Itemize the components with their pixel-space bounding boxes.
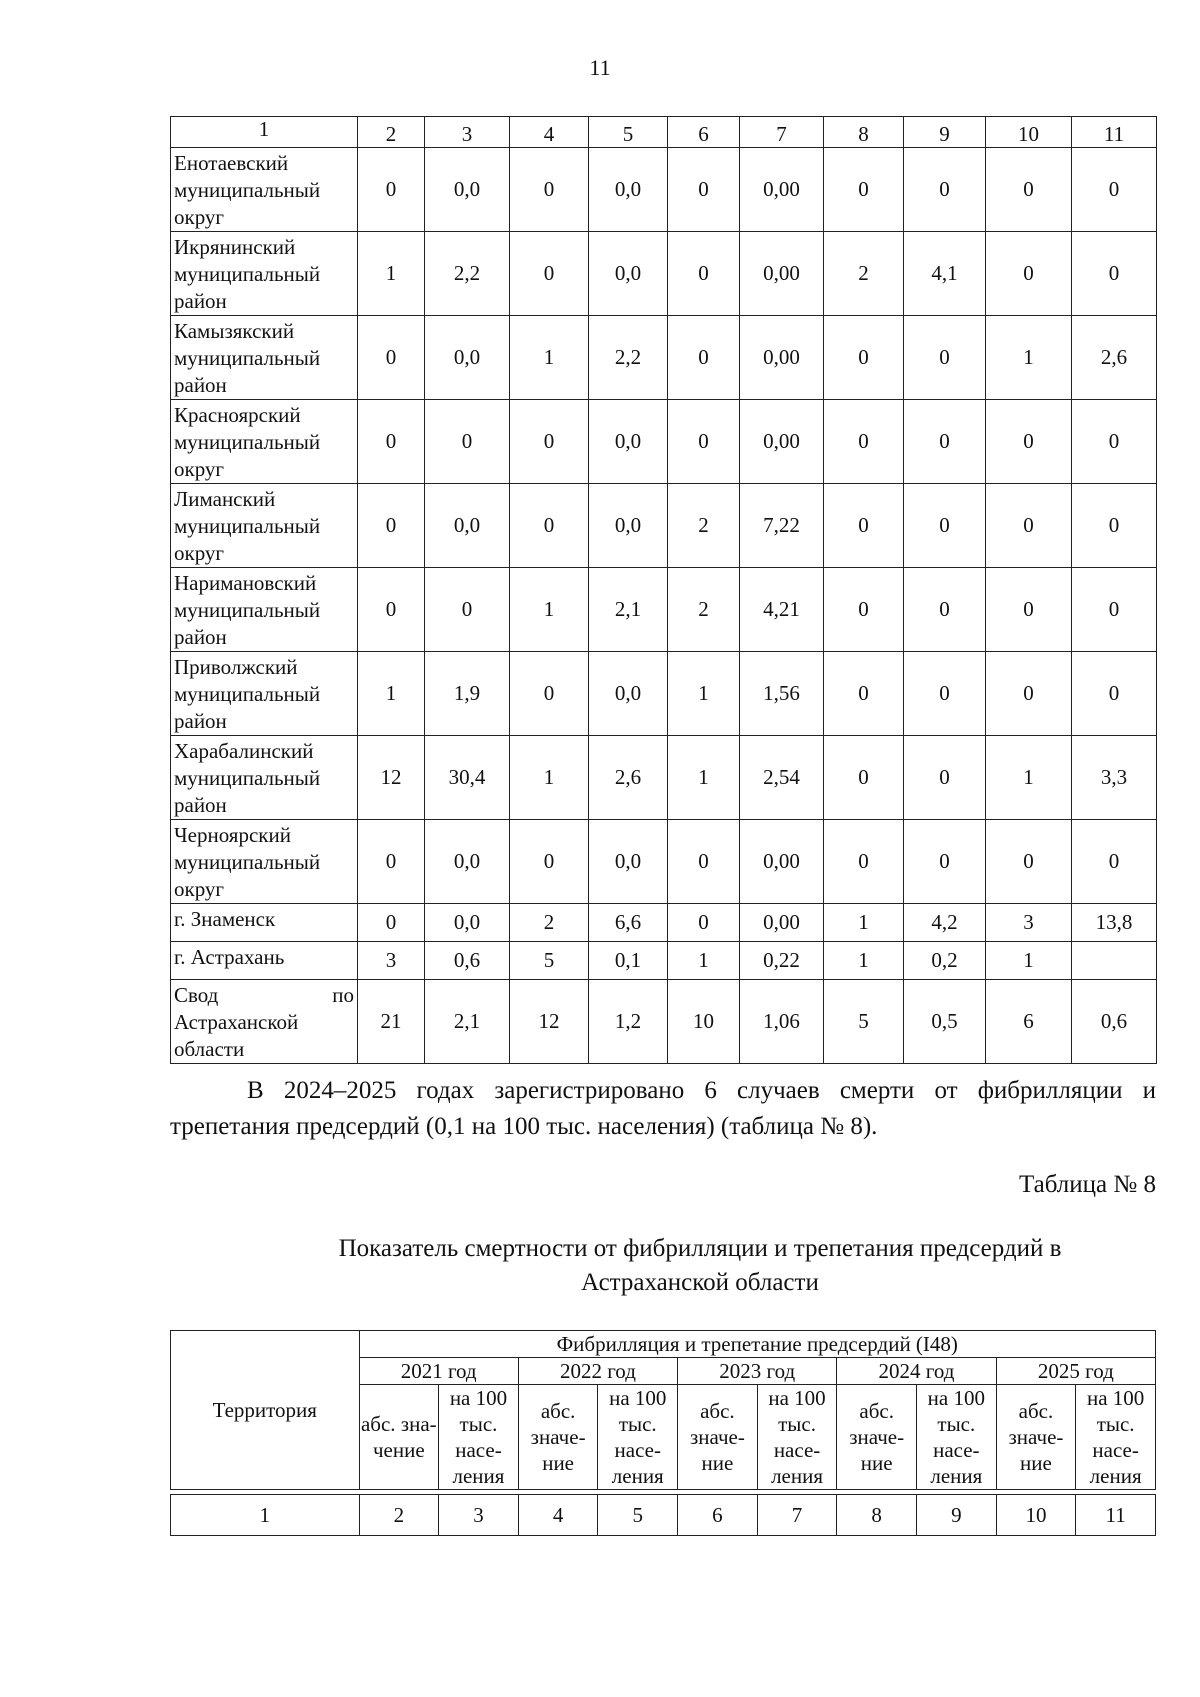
table-cell: 1 <box>668 652 740 736</box>
table-cell: 1 <box>668 942 740 980</box>
year-header: 2024 год <box>837 1358 996 1385</box>
table-cell: 1 <box>668 736 740 820</box>
table-cell: 0,0 <box>589 400 668 484</box>
table-cell: 0 <box>1072 484 1157 568</box>
table-cell: 0,00 <box>740 904 824 942</box>
column-number: 3 <box>425 117 510 148</box>
column-number-row <box>171 1495 1156 1536</box>
territory-name: Красноярский муниципальный округ <box>171 400 358 484</box>
table-cell: 4,2 <box>904 904 986 942</box>
column-number: 10 <box>986 117 1072 148</box>
table-cell: 6,6 <box>589 904 668 942</box>
table-cell: 0 <box>986 148 1072 232</box>
table-cell: 0 <box>824 316 904 400</box>
table-cell: 0 <box>1072 568 1157 652</box>
territory-name: Приволжский муниципальный район <box>171 652 358 736</box>
table-row <box>171 400 1157 484</box>
table-cell: 0 <box>986 400 1072 484</box>
subheader: абс. значе-ние <box>518 1385 598 1490</box>
territory-name: Енотаевский муниципальный округ <box>171 148 358 232</box>
table-cell: 0 <box>904 652 986 736</box>
column-number: 11 <box>1076 1495 1156 1536</box>
territory-name: Харабалинский муниципальный район <box>171 736 358 820</box>
table-row <box>171 904 1157 942</box>
territory-name: г. Знаменск <box>171 904 358 942</box>
table-cell: 1,2 <box>589 980 668 1064</box>
year-header: 2025 год <box>996 1358 1155 1385</box>
subheader: на 100 тыс. насе-ления <box>1076 1385 1156 1490</box>
year-header: 2022 год <box>518 1358 677 1385</box>
table-cell: 3 <box>986 904 1072 942</box>
table-cell: 1,06 <box>740 980 824 1064</box>
table-cell: 13,8 <box>1072 904 1157 942</box>
table-cell: 0 <box>1072 148 1157 232</box>
table-cell: 0 <box>425 400 510 484</box>
table-cell: 2,2 <box>589 316 668 400</box>
page-number: 11 <box>589 55 611 80</box>
territory-name: Камызякский муниципальный район <box>171 316 358 400</box>
year-header: 2021 год <box>359 1358 518 1385</box>
subheader: на 100 тыс. насе-ления <box>439 1385 519 1490</box>
table-cell: 5 <box>824 980 904 1064</box>
table-cell: 0 <box>904 316 986 400</box>
column-number: 9 <box>917 1495 997 1536</box>
table-cell: 10 <box>668 980 740 1064</box>
table-cell: 0,00 <box>740 820 824 904</box>
column-number: 5 <box>589 117 668 148</box>
table-cell: 7,22 <box>740 484 824 568</box>
table-cell: 12 <box>510 980 589 1064</box>
table-cell: 0 <box>824 484 904 568</box>
table-cell: 0,00 <box>740 232 824 316</box>
table-cell: 0 <box>1072 820 1157 904</box>
table-cell: 0 <box>986 568 1072 652</box>
table-cell: 1 <box>358 652 425 736</box>
table-cell: 2 <box>824 232 904 316</box>
territory-name: Черноярский муниципальный округ <box>171 820 358 904</box>
table-cell: 0 <box>668 400 740 484</box>
table-cell: 0 <box>1072 400 1157 484</box>
column-number: 5 <box>598 1495 678 1536</box>
table-cell: 0 <box>986 652 1072 736</box>
table-cell: 1 <box>824 942 904 980</box>
table-cell: 1 <box>510 568 589 652</box>
table-cell: 0,6 <box>425 942 510 980</box>
column-number: 8 <box>824 117 904 148</box>
table-cell: 0 <box>904 820 986 904</box>
table-cell: 0 <box>824 400 904 484</box>
table-cell: 0 <box>986 484 1072 568</box>
table-cell: 1 <box>358 232 425 316</box>
table-row <box>171 942 1157 980</box>
subheader: на 100 тыс. насе-ления <box>917 1385 997 1490</box>
table-cell: 2 <box>668 484 740 568</box>
table-cell: 0 <box>1072 232 1157 316</box>
table-cell: 3,3 <box>1072 736 1157 820</box>
subheader: на 100 тыс. насе-ления <box>757 1385 837 1490</box>
table-cell: 0,00 <box>740 316 824 400</box>
table-row <box>171 484 1157 568</box>
table-cell: 2 <box>668 568 740 652</box>
column-number: 10 <box>996 1495 1076 1536</box>
territory-name: Икрянинский муниципальный район <box>171 232 358 316</box>
table-cell: 0 <box>904 484 986 568</box>
table-cell: 0 <box>668 148 740 232</box>
table-cell: 5 <box>510 942 589 980</box>
column-number: 3 <box>439 1495 519 1536</box>
table-cell: 0,0 <box>589 148 668 232</box>
table-cell: 3 <box>358 942 425 980</box>
table-row <box>171 148 1157 232</box>
table-cell: 1 <box>986 316 1072 400</box>
territory-name: Наримановский муниципальный район <box>171 568 358 652</box>
column-number: 8 <box>837 1495 917 1536</box>
territory-name: г. Астрахань <box>171 942 358 980</box>
column-number: 2 <box>359 1495 439 1536</box>
table-cell: 0 <box>510 820 589 904</box>
table-cell: 0 <box>1072 652 1157 736</box>
table-cell: 2,2 <box>425 232 510 316</box>
year-header: 2023 год <box>678 1358 837 1385</box>
table-cell: 0,0 <box>589 232 668 316</box>
subheader: абс. значе-ние <box>996 1385 1076 1490</box>
column-number: 4 <box>518 1495 598 1536</box>
table-cell: 0,0 <box>425 820 510 904</box>
table-cell: 0 <box>668 316 740 400</box>
table-row <box>171 568 1157 652</box>
table-cell: 0 <box>904 568 986 652</box>
table-row <box>171 652 1157 736</box>
table-cell: 1 <box>824 904 904 942</box>
table-title: Показатель смертности от фибрилляции и трепетания предсердий в Астраханской области <box>338 1235 1062 1296</box>
table-cell: 0 <box>668 232 740 316</box>
table-cell: 0 <box>824 820 904 904</box>
table-cell: 2,54 <box>740 736 824 820</box>
column-number: 1 <box>171 117 358 148</box>
table-cell: 0 <box>824 736 904 820</box>
table-8 <box>170 1330 1156 1536</box>
table-cell: 0 <box>510 400 589 484</box>
table-cell: 1 <box>510 316 589 400</box>
table-cell: 0 <box>510 652 589 736</box>
table-cell <box>1072 942 1157 980</box>
table-cell: 1,9 <box>425 652 510 736</box>
table-cell: 30,4 <box>425 736 510 820</box>
subheader: абс. зна-чение <box>359 1385 439 1490</box>
table-cell: 0,00 <box>740 148 824 232</box>
subheader: абс. значе-ние <box>678 1385 758 1490</box>
column-number: 11 <box>1072 117 1157 148</box>
table-cell: 2 <box>510 904 589 942</box>
table-cell: 0 <box>358 568 425 652</box>
table-cell: 2,6 <box>1072 316 1157 400</box>
table-cell: 21 <box>358 980 425 1064</box>
table-cell: 0 <box>824 148 904 232</box>
table-cell: 0 <box>358 820 425 904</box>
table-cell: 0,0 <box>425 484 510 568</box>
table-cell: 0 <box>904 400 986 484</box>
subheader: абс. значе-ние <box>837 1385 917 1490</box>
table-cell: 4,1 <box>904 232 986 316</box>
table-row <box>171 316 1157 400</box>
table-cell: 2,6 <box>589 736 668 820</box>
territory-name: Свод по Астраханской области <box>171 980 358 1064</box>
table-cell: 0,00 <box>740 400 824 484</box>
table-cell: 0 <box>510 148 589 232</box>
table-cell: 0 <box>668 820 740 904</box>
table-cell: 0 <box>668 904 740 942</box>
body-paragraph: В 2024–2025 годах зарегистрировано 6 случаев смерти от фибрилляции и трепетания предсердий (0,1 на 100 тыс. населения) (таблица № 8). <box>170 1077 1156 1140</box>
table-cell: 1 <box>986 942 1072 980</box>
column-number: 9 <box>904 117 986 148</box>
table-cell: 0,0 <box>425 904 510 942</box>
table-row <box>171 980 1157 1064</box>
table-cell: 0,0 <box>589 820 668 904</box>
table-row <box>171 736 1157 820</box>
table-cell: 1 <box>510 736 589 820</box>
table-cell: 0 <box>904 736 986 820</box>
column-number: 7 <box>740 117 824 148</box>
territory-name: Лиманский муниципальный округ <box>171 484 358 568</box>
table-cell: 2,1 <box>589 568 668 652</box>
table-cell: 0 <box>986 232 1072 316</box>
table-cell: 1,56 <box>740 652 824 736</box>
table-cell: 0,1 <box>589 942 668 980</box>
column-number: 7 <box>757 1495 837 1536</box>
table-cell: 2,1 <box>425 980 510 1064</box>
column-number: 2 <box>358 117 425 148</box>
table-cell: 0 <box>824 568 904 652</box>
table-cell: 0 <box>904 148 986 232</box>
column-number: 4 <box>510 117 589 148</box>
table-cell: 0 <box>824 652 904 736</box>
table-cell: 0 <box>510 232 589 316</box>
table-label: Таблица № 8 <box>1018 1171 1156 1198</box>
table-cell: 0 <box>358 400 425 484</box>
table-cell: 0,0 <box>589 484 668 568</box>
table-cell: 0,5 <box>904 980 986 1064</box>
table-cell: 0 <box>358 316 425 400</box>
table-cell: 0,6 <box>1072 980 1157 1064</box>
table-cell: 0 <box>358 148 425 232</box>
table-header-row <box>171 117 1157 148</box>
table-cell: 0,0 <box>425 148 510 232</box>
table-cell: 0 <box>358 484 425 568</box>
table-cell: 0,22 <box>740 942 824 980</box>
table-7-continuation <box>170 116 1157 1064</box>
column-number: 1 <box>171 1495 360 1536</box>
table-cell: 1 <box>986 736 1072 820</box>
table-cell: 4,21 <box>740 568 824 652</box>
table-cell: 0 <box>358 904 425 942</box>
table-cell: 0,2 <box>904 942 986 980</box>
territory-header: Территория <box>171 1331 360 1490</box>
column-number: 6 <box>678 1495 758 1536</box>
table-cell: 0 <box>425 568 510 652</box>
table-cell: 0,0 <box>589 652 668 736</box>
table-cell: 0 <box>510 484 589 568</box>
table-cell: 0 <box>986 820 1072 904</box>
table-cell: 0,0 <box>425 316 510 400</box>
table-row <box>171 232 1157 316</box>
subheader: на 100 тыс. насе-ления <box>598 1385 678 1490</box>
table-cell: 6 <box>986 980 1072 1064</box>
table-row <box>171 820 1157 904</box>
group-header: Фибрилляция и трепетание предсердий (I48) <box>359 1331 1155 1358</box>
table-cell: 12 <box>358 736 425 820</box>
column-number: 6 <box>668 117 740 148</box>
